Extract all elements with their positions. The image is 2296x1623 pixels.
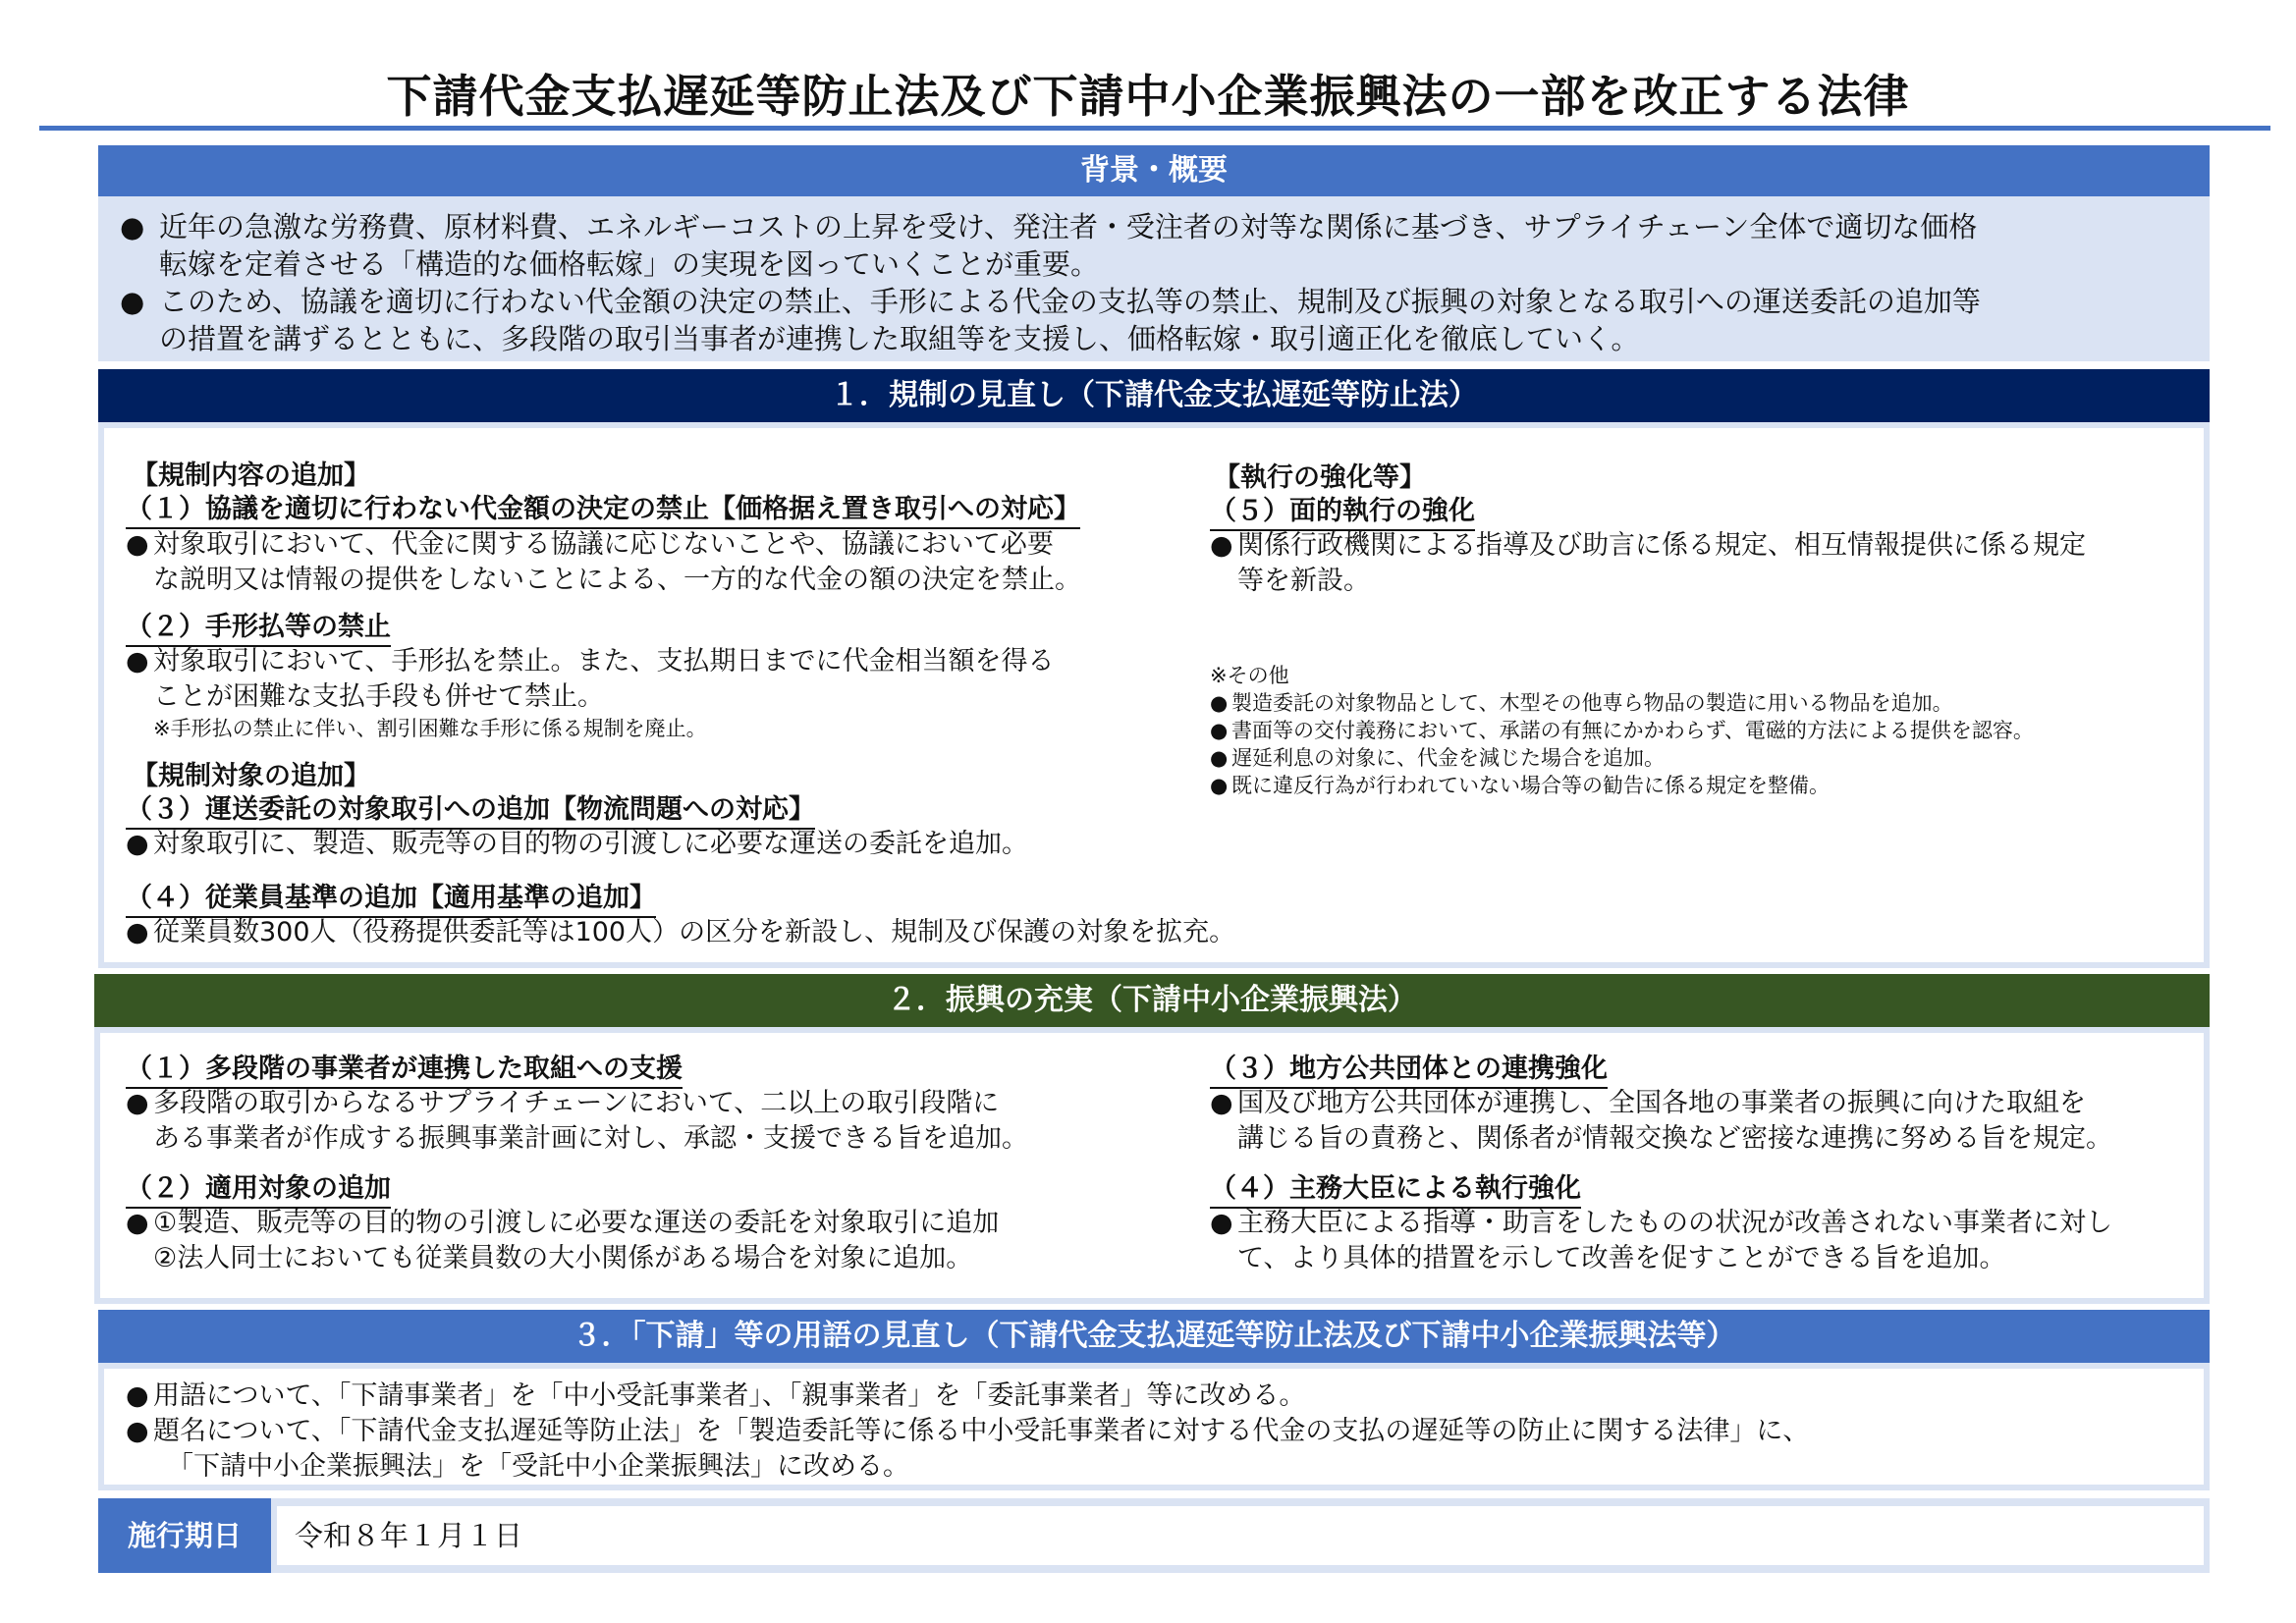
section1-item4-bullet: ● 従業員数300人（役務提供委託等は100人）の区分を新設し、規制及び保護の対象を拡充。 [126, 915, 1235, 950]
bullet-icon: ● [126, 1088, 149, 1118]
section2-item3-heading: （３）地方公共団体との連携強化 [1210, 1053, 1608, 1089]
section1-header: １．規制の見直し（下請代金支払遅延等防止法） [98, 369, 2210, 422]
page-title: 下請代金支払遅延等防止法及び下請中小企業振興法の一部を改正する法律 [386, 70, 1910, 123]
effective-date-label: 施行期日 [98, 1498, 271, 1573]
section2-item4-bullet: ● 主務大臣による指導・助言をしたものの状況が改善されない事業者に対し て、より具体的措置を示して改善を促すことができる旨を追加。 [1210, 1208, 2112, 1273]
background-bullet-1: ● 近年の急激な労務費、原材料費、エネルギーコストの上昇を受け、発注者・受注者の対等な関係に基づき、サプライチェーン全体で適切な価格 転嫁を定着させる「構造的な価格転嫁」の実現を図っていくことが重要。 [120, 210, 1978, 281]
section1-item3-heading: （３）運送委託の対象取引への追加【物流問題への対応】 [126, 793, 815, 830]
background-header: 背景・概要 [98, 145, 2210, 196]
bullet-icon: ● [120, 210, 145, 243]
section1-item1-bullet: ● 対象取引において、代金に関する協議に応じないことや、協議において必要 な説明又は情報の提供をしないことによる、一方的な代金の額の決定を禁止。 [126, 529, 1081, 595]
section1-other-item: ● 遅延利息の対象に、代金を減じた場合を追加。 [1210, 746, 1665, 770]
bullet-icon: ● [1210, 746, 1229, 770]
bullet-icon: ● [126, 829, 149, 859]
section1-group-target: 【規制対象の追加】 [132, 761, 370, 791]
bullet-icon: ● [120, 285, 145, 318]
section1-other-label: ※その他 [1210, 664, 1289, 687]
section3-bullet-1: ● 用語について、「下請事業者」を「中小受託事業者」、「親事業者」を「委託事業者」等に改める。 [126, 1379, 1305, 1414]
effective-date-row [98, 1498, 2210, 1573]
section2-item1-heading: （１）多段階の事業者が連携した取組への支援 [126, 1053, 683, 1089]
bullet-icon: ● [1210, 1088, 1233, 1118]
bullet-icon: ● [126, 529, 149, 560]
bullet-icon: ● [126, 646, 149, 676]
section1-item2-note: ※手形払の禁止に伴い、割引困難な手形に係る規制を廃止。 [153, 717, 707, 740]
section1-panel [98, 422, 2210, 968]
title-underline [39, 126, 2270, 131]
bullet-icon: ● [1210, 719, 1229, 742]
bullet-icon: ● [1210, 1208, 1233, 1238]
section1-item2-heading: （２）手形払等の禁止 [126, 611, 391, 647]
section1-other-item: ● 製造委託の対象物品として、木型その他専ら物品の製造に用いる物品を追加。 [1210, 691, 1953, 715]
section2-item2-heading: （２）適用対象の追加 [126, 1172, 391, 1209]
section2-item4-heading: （４）主務大臣による執行強化 [1210, 1172, 1581, 1209]
bullet-icon: ● [1210, 691, 1229, 715]
section1-item2-bullet: ● 対象取引において、手形払を禁止。また、支払期日までに代金相当額を得る ことが困難な支払手段も併せて禁止。 [126, 646, 1055, 712]
section1-other-item: ● 書面等の交付義務において、承諾の有無にかかわらず、電磁的方法による提供を認容。 [1210, 719, 2034, 742]
bullet-icon: ● [126, 1416, 149, 1446]
section2-item1-bullet: ● 多段階の取引からなるサプライチェーンにおいて、二以上の取引段階に ある事業者が作成する振興事業計画に対し、承認・支援できる旨を追加。 [126, 1088, 1028, 1154]
bullet-icon: ● [1210, 530, 1233, 561]
section1-item5-bullet: ● 関係行政機関による指導及び助言に係る規定、相互情報提供に係る規定 等を新設。 [1210, 530, 2086, 596]
section1-item4-heading: （４）従業員基準の追加【適用基準の追加】 [126, 882, 656, 918]
bullet-icon: ● [126, 1208, 149, 1238]
section2-header: ２．振興の充実（下請中小企業振興法） [94, 974, 2210, 1027]
section3-header: ３．「下請」等の用語の見直し（下請代金支払遅延等防止法及び下請中小企業振興法等） [98, 1310, 2210, 1363]
section2-item2-bullet: ● ①製造、販売等の目的物の引渡しに必要な運送の委託を対象取引に追加 ②法人同士においても従業員数の大小関係がある場合を対象に追加。 [126, 1208, 1000, 1273]
section1-group-content: 【規制内容の追加】 [132, 460, 370, 491]
section1-item5-heading: （５）面的執行の強化 [1210, 495, 1475, 531]
section1-item3-bullet: ● 対象取引に、製造、販売等の目的物の引渡しに必要な運送の委託を追加。 [126, 827, 1028, 862]
section2-panel [94, 1027, 2210, 1304]
section2-item3-bullet: ● 国及び地方公共団体が連携し、全国各地の事業者の振興に向けた取組を 講じる旨の責務と、関係者が情報交換など密接な連携に努める旨を規定。 [1210, 1088, 2112, 1154]
background-bullet-2: ● このため、協議を適切に行わない代金額の決定の禁止、手形による代金の支払等の禁止、規制及び振興の対象となる取引への運送委託の追加等 の措置を講ずるとともに、多段階の取引当事者が連携した取組等を支援し、価格転嫁・取引適正化を徹底していく。 [120, 285, 1981, 355]
section3-panel [98, 1363, 2210, 1490]
effective-date-value: 令和８年１月１日 [295, 1519, 523, 1552]
section1-item1-heading: （１）協議を適切に行わない代金額の決定の禁止【価格据え置き取引への対応】 [126, 493, 1080, 529]
bullet-icon: ● [126, 917, 149, 947]
bullet-icon: ● [126, 1380, 149, 1411]
bullet-icon: ● [1210, 774, 1229, 797]
section3-bullet-2: ● 題名について、「下請代金支払遅延等防止法」を「製造委託等に係る中小受託事業者に対する代金の支払の遅延等の防止に関する法律」に、 「下請中小企業振興法」を「受託中小企業振興法」に改める。 [126, 1416, 1810, 1482]
section1-group-enforcement: 【執行の強化等】 [1214, 462, 1426, 493]
background-panel [98, 196, 2210, 361]
section1-other-item: ● 既に違反行為が行われていない場合等の勧告に係る規定を整備。 [1210, 774, 1830, 797]
